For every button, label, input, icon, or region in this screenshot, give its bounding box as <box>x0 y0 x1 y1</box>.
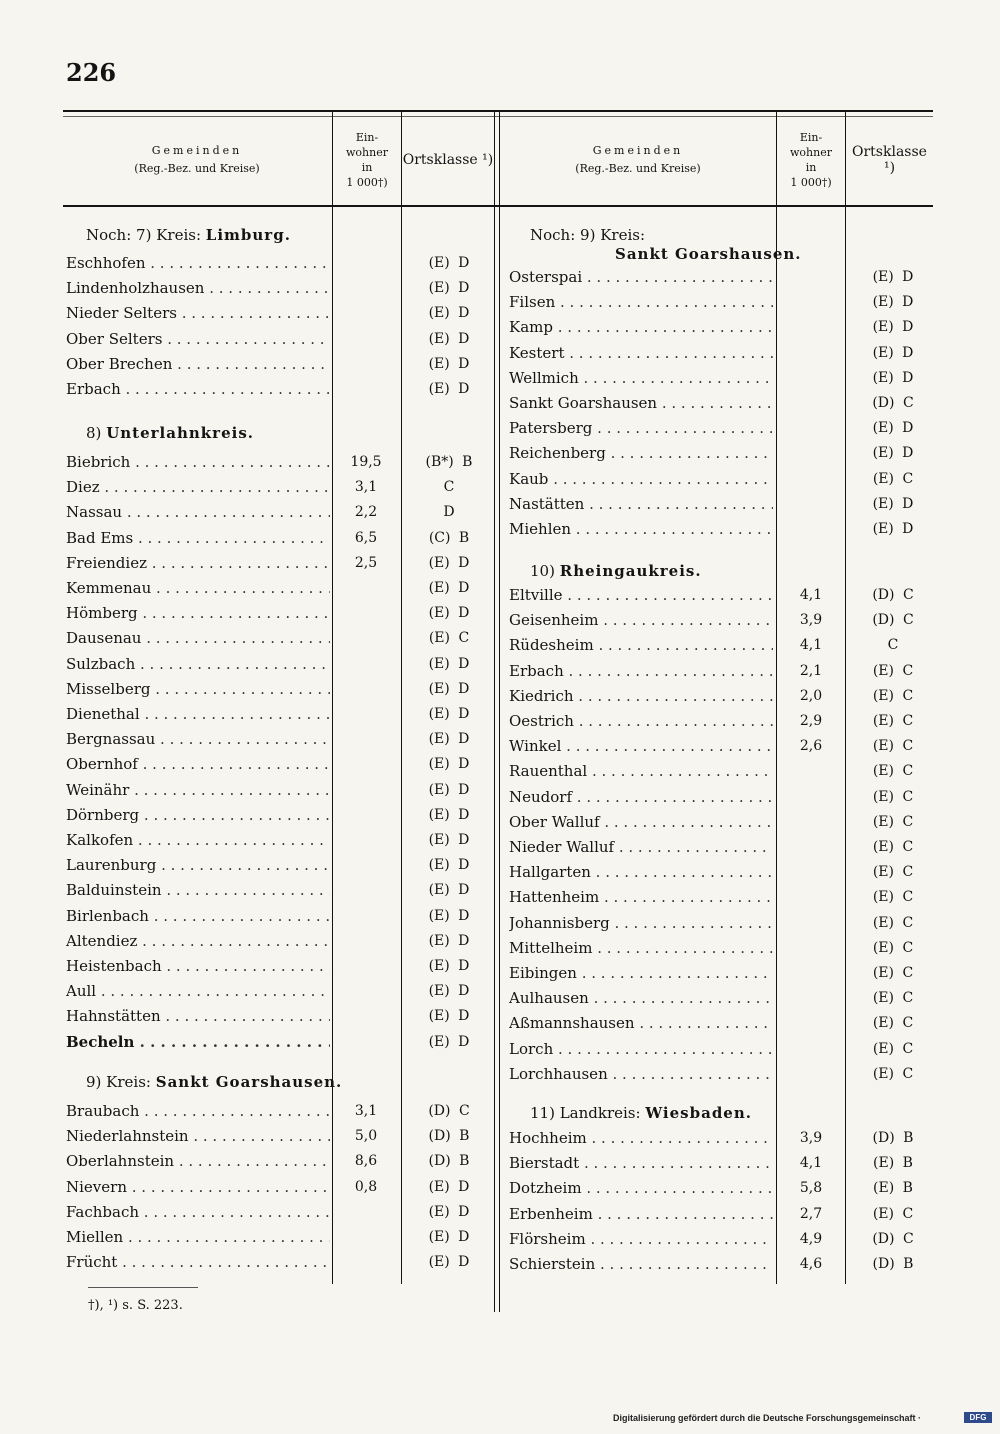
table-row <box>66 1175 494 1200</box>
municipality-name: Winkel . . . <box>509 734 773 759</box>
population-value: 3,9 <box>799 612 823 629</box>
ortsklasse-value: (E) D <box>872 344 914 361</box>
ortsklasse-value: (E) C <box>872 738 914 755</box>
left-header-ortsklasse: Ortsklasse ¹) <box>402 152 494 168</box>
ortsklasse-value: (E) C <box>872 1015 914 1032</box>
municipality-name: Hattenheim . . . <box>509 885 773 910</box>
table-row <box>66 828 494 853</box>
ortsklasse-value: (E) C <box>872 990 914 1007</box>
municipality-name: Dausenau . . . <box>66 626 330 651</box>
municipality-name: Hahnstätten . . . <box>66 1004 330 1029</box>
population-value: 4,9 <box>799 1230 823 1247</box>
population-value: 2,6 <box>799 738 823 755</box>
municipality-name: Weinähr . . . <box>66 778 330 803</box>
population-value: 3,1 <box>354 1103 378 1119</box>
table-row <box>66 626 494 651</box>
municipality-name: Erbach . . . <box>66 377 330 402</box>
ortsklasse-value: (D) B <box>872 1256 914 1272</box>
table-row <box>66 1225 494 1250</box>
ortsklasse-value: (E) D <box>428 580 470 596</box>
municipality-name: Schierstein . . . <box>509 1252 773 1277</box>
table-row <box>509 785 938 810</box>
municipality-name: Wellmich . . . <box>509 366 773 391</box>
population-value: 3,9 <box>799 1130 823 1146</box>
municipality-name: Nieder Walluf . . . <box>509 835 773 860</box>
ortsklasse-value: (E) D <box>872 294 914 311</box>
footnote-rule <box>88 1287 198 1288</box>
section-title: Wiesbaden. <box>645 1104 752 1122</box>
municipality-name: Rüdesheim . . . <box>509 633 773 658</box>
center-divider-b <box>499 112 500 1312</box>
municipality-name: Eschhofen . . . <box>66 251 330 276</box>
municipality-name: Laurenburg . . . <box>66 853 330 878</box>
ortsklasse-value: (E) D <box>872 369 914 386</box>
municipality-name: Hochheim . . . <box>509 1126 773 1151</box>
section-prefix: 9) Kreis: <box>86 1073 151 1091</box>
table-row <box>66 327 494 352</box>
population-value: 2,0 <box>799 687 823 704</box>
municipality-name: Lorch . . . <box>509 1037 773 1062</box>
ortsklasse-value: (E) D <box>428 355 470 372</box>
ortsklasse-value: (E) D <box>428 680 470 697</box>
municipality-name: Kestert . . . <box>509 341 773 366</box>
municipality-name: Biebrich . . . <box>66 450 330 475</box>
ortsklasse-value: (E) C <box>872 889 914 906</box>
ortsklasse-value: (E) B <box>873 1180 913 1197</box>
ortsklasse-value: (D) C <box>872 612 914 629</box>
ortsklasse-value: (D) B <box>428 1153 470 1170</box>
table-row <box>509 1062 938 1087</box>
municipality-name: Bad Ems . . . <box>66 526 330 551</box>
municipality-name: Hallgarten . . . <box>509 860 773 885</box>
ortsklasse-value: (E) D <box>428 1229 470 1245</box>
ortsklasse-value: (E) D <box>428 857 470 874</box>
header-rule <box>63 205 933 207</box>
municipality-name: Nievern . . . <box>66 1175 330 1200</box>
section-title: Limburg. <box>205 226 291 244</box>
municipality-name: Geisenheim . . . <box>509 608 773 633</box>
municipality-name: Johannisberg . . . <box>509 911 773 936</box>
municipality-name: Miehlen . . . <box>509 517 773 542</box>
section-heading-noch-kreis: Noch: 9) Kreis: <box>530 226 646 244</box>
municipality-name: Balduinstein . . . <box>66 878 330 903</box>
municipality-name: Kiedrich . . . <box>509 684 773 709</box>
municipality-name: Aßmannshausen . . . <box>509 1011 773 1036</box>
ortsklasse-value: (E) D <box>428 983 470 1000</box>
ortsklasse-value: (E) D <box>428 255 470 271</box>
municipality-name: Ober Brechen . . . <box>66 352 330 377</box>
population-value: 4,1 <box>799 587 823 603</box>
table-row <box>66 1250 494 1275</box>
table-row <box>509 911 938 936</box>
section-prefix: Noch: 7) Kreis: <box>86 226 202 244</box>
ortsklasse-value: (E) C <box>872 1205 914 1222</box>
municipality-name: Erbach . . . <box>509 659 773 684</box>
municipality-name: Fachbach . . . <box>66 1200 330 1225</box>
population-value: 6,5 <box>354 529 378 546</box>
table-row <box>66 1099 494 1124</box>
table-row <box>509 1202 938 1227</box>
ortsklasse-value: (E) D <box>428 305 470 322</box>
table-row <box>66 301 494 326</box>
table-row <box>509 633 938 658</box>
table-row <box>66 352 494 377</box>
ortsklasse-value: (E) C <box>428 630 470 647</box>
ortsklasse-value: D <box>443 504 455 521</box>
table-row <box>509 290 938 315</box>
table-row <box>66 377 494 402</box>
table-row <box>509 517 938 542</box>
ortsklasse-value: (E) C <box>872 763 914 780</box>
municipality-name: Braubach . . . <box>66 1099 330 1124</box>
table-row <box>66 251 494 276</box>
municipality-name: Erbenheim . . . <box>509 1202 773 1227</box>
table-row <box>66 276 494 301</box>
right-header-einwohner <box>777 116 845 204</box>
left-ein-line1: Ein- <box>355 131 379 144</box>
table-row <box>66 576 494 601</box>
table-row <box>509 391 938 416</box>
table-row <box>509 608 938 633</box>
population-value: 0,8 <box>354 1178 378 1195</box>
table-row <box>509 986 938 1011</box>
ortsklasse-value: C <box>443 479 455 496</box>
population-value: 2,7 <box>799 1205 823 1222</box>
population-value: 8,6 <box>354 1153 378 1170</box>
ortsklasse-value: (D) C <box>872 587 914 603</box>
page-number: 226 <box>66 58 117 87</box>
left-ein-line2: wohner <box>346 146 388 159</box>
municipality-name: Becheln . . . <box>66 1030 330 1055</box>
table-row <box>66 878 494 903</box>
table-row <box>66 904 494 929</box>
ortsklasse-value: (E) C <box>872 965 914 981</box>
population-value: 2,2 <box>354 504 378 521</box>
population-value: 19,5 <box>350 454 382 470</box>
population-value: 2,5 <box>354 554 378 571</box>
municipality-name: Flörsheim . . . <box>509 1227 773 1252</box>
municipality-name: Obernhof . . . <box>66 752 330 777</box>
municipality-name: Dotzheim . . . <box>509 1176 773 1201</box>
section-title: Sankt Goarshausen. <box>155 1073 343 1091</box>
municipality-name: Ober Walluf . . . <box>509 810 773 835</box>
ortsklasse-value: (D) C <box>872 1230 914 1247</box>
table-row <box>509 885 938 910</box>
table-row <box>66 727 494 752</box>
section-heading-limburg <box>86 226 291 244</box>
right-ein-line1: Ein- <box>799 131 823 144</box>
table-row <box>509 961 938 986</box>
municipality-name: Aull . . . <box>66 979 330 1004</box>
population-value: 4,1 <box>799 1155 823 1172</box>
table-row <box>509 835 938 860</box>
municipality-name: Kemmenau . . . <box>66 576 330 601</box>
ortsklasse-value: (E) D <box>428 1254 470 1271</box>
municipality-name: Filsen . . . <box>509 290 773 315</box>
ortsklasse-value: (E) D <box>428 832 470 848</box>
section-heading-rheingaukreis <box>530 562 702 580</box>
ortsklasse-value: (D) C <box>872 395 914 411</box>
ortsklasse-value: (E) D <box>428 655 470 672</box>
section-heading-unterlahnkreis <box>86 424 254 442</box>
top-rule <box>63 110 933 112</box>
right-ein-line2: wohner <box>790 146 832 159</box>
ortsklasse-value: (E) C <box>872 1040 914 1057</box>
municipality-name: Lorchhausen . . . <box>509 1062 773 1087</box>
ortsklasse-value: (E) C <box>872 839 914 855</box>
table-row <box>66 500 494 525</box>
municipality-name: Nassau . . . <box>66 500 330 525</box>
table-row <box>509 734 938 759</box>
dfg-logo: DFG <box>964 1412 992 1423</box>
left-ein-line3: in <box>361 161 373 174</box>
table-row <box>66 551 494 576</box>
ortsklasse-value: (E) C <box>872 713 914 729</box>
table-row <box>66 1200 494 1225</box>
municipality-name: Oestrich . . . <box>509 709 773 734</box>
ortsklasse-value: (E) C <box>872 470 914 487</box>
municipality-name: Altendiez . . . <box>66 929 330 954</box>
municipality-name: Birlenbach . . . <box>66 904 330 929</box>
ortsklasse-value: (E) D <box>428 907 470 924</box>
table-row <box>509 366 938 391</box>
center-divider-a <box>494 112 495 1312</box>
ortsklasse-value: (D) B <box>872 1130 914 1146</box>
ortsklasse-value: (E) C <box>872 864 914 881</box>
table-row <box>509 709 938 734</box>
section-prefix: 10) <box>530 562 555 580</box>
municipality-name: Ober Selters . . . <box>66 327 330 352</box>
population-value: 2,1 <box>799 662 823 679</box>
ortsklasse-value: (E) D <box>428 280 470 297</box>
ortsklasse-value: (E) D <box>428 806 470 823</box>
ortsklasse-value: (E) D <box>428 932 470 949</box>
population-value: 5,8 <box>799 1180 823 1197</box>
right-header-subtitle: (Reg.-Bez. und Kreise) <box>575 162 701 175</box>
section-heading-wiesbaden <box>530 1104 752 1122</box>
municipality-name: Nastätten . . . <box>509 492 773 517</box>
table-row <box>509 341 938 366</box>
table-row <box>509 1176 938 1201</box>
ortsklasse-value: (E) C <box>872 914 914 931</box>
table-row <box>509 659 938 684</box>
table-row <box>66 954 494 979</box>
right-header-title: Gemeinden <box>592 144 684 157</box>
table-row <box>66 475 494 500</box>
municipality-name: Osterspai . . . <box>509 265 773 290</box>
table-row <box>509 1126 938 1151</box>
table-row <box>509 315 938 340</box>
municipality-name: Mittelheim . . . <box>509 936 773 961</box>
municipality-name: Hömberg . . . <box>66 601 330 626</box>
ortsklasse-value: (E) D <box>428 554 470 571</box>
municipality-name: Eltville . . . <box>509 583 773 608</box>
municipality-name: Nieder Selters . . . <box>66 301 330 326</box>
section-prefix: 8) <box>86 424 102 442</box>
ortsklasse-value: (E) C <box>872 788 914 805</box>
table-row <box>66 853 494 878</box>
municipality-name: Dienethal . . . <box>66 702 330 727</box>
digitization-credit: Digitalisierung gefördert durch die Deutsche Forschungsgemeinschaft · <box>613 1413 922 1423</box>
section-heading-sankt-goarshausen <box>86 1073 342 1091</box>
municipality-name: Rauenthal . . . <box>509 759 773 784</box>
ortsklasse-value: (E) D <box>428 1203 470 1220</box>
section-prefix: 11) Landkreis: <box>530 1104 641 1122</box>
ortsklasse-value: (E) D <box>872 495 914 512</box>
municipality-name: Kamp . . . <box>509 315 773 340</box>
ortsklasse-value: (C) B <box>428 529 470 546</box>
table-row <box>66 450 494 475</box>
table-row <box>509 860 938 885</box>
population-value: 3,1 <box>354 479 378 496</box>
ortsklasse-value: (E) D <box>872 319 914 336</box>
table-row <box>66 803 494 828</box>
ortsklasse-value: (E) C <box>872 687 914 704</box>
table-row <box>509 265 938 290</box>
table-row <box>66 979 494 1004</box>
table-row <box>509 492 938 517</box>
table-row <box>66 526 494 551</box>
municipality-name: Kalkofen . . . <box>66 828 330 853</box>
table-row <box>509 583 938 608</box>
ortsklasse-value: (D) B <box>428 1128 470 1145</box>
left-header-gemeinden <box>63 116 331 204</box>
right-header-ortsklasse: Ortsklasse ¹) <box>852 144 927 176</box>
table-row <box>509 1037 938 1062</box>
table-row <box>509 1011 938 1036</box>
population-value: 4,1 <box>799 637 823 654</box>
section-title: Sankt Goarshausen. <box>615 245 802 263</box>
table-row <box>509 759 938 784</box>
municipality-name: Patersberg . . . <box>509 416 773 441</box>
municipality-name: Frücht . . . <box>66 1250 330 1275</box>
table-row <box>509 1151 938 1176</box>
ortsklasse-value: (E) D <box>428 731 470 748</box>
ortsklasse-value: (E) D <box>872 445 914 462</box>
table-row <box>66 752 494 777</box>
ortsklasse-value: (E) D <box>428 781 470 798</box>
table-row <box>509 1227 938 1252</box>
municipality-name: Diez . . . <box>66 475 330 500</box>
table-row <box>66 1004 494 1029</box>
table-row <box>509 936 938 961</box>
ortsklasse-value: (E) D <box>428 605 470 622</box>
ortsklasse-value: C <box>887 637 899 654</box>
ortsklasse-value: (E) D <box>872 420 914 437</box>
ortsklasse-value: (E) D <box>428 1178 470 1195</box>
population-value: 4,6 <box>799 1256 823 1272</box>
municipality-name: Reichenberg . . . <box>509 441 773 466</box>
municipality-name: Freiendiez . . . <box>66 551 330 576</box>
table-row <box>66 929 494 954</box>
ortsklasse-value: (E) D <box>428 958 470 974</box>
ortsklasse-value: (E) B <box>873 1155 913 1172</box>
section-heading-sankt-goarshausen-cont <box>615 245 802 263</box>
left-ein-line4: 1 000†) <box>346 176 388 189</box>
municipality-name: Sulzbach . . . <box>66 652 330 677</box>
ortsklasse-value: (E) C <box>872 813 914 830</box>
ortsklasse-value: (E) D <box>428 381 470 397</box>
table-row <box>66 1030 494 1055</box>
table-row <box>66 778 494 803</box>
municipality-name: Bierstadt . . . <box>509 1151 773 1176</box>
table-row <box>66 1149 494 1174</box>
municipality-name: Aulhausen . . . <box>509 986 773 1011</box>
municipality-name: Lindenholzhausen . . . <box>66 276 330 301</box>
table-row <box>66 601 494 626</box>
ortsklasse-value: (E) D <box>428 706 470 722</box>
table-row <box>509 1252 938 1277</box>
municipality-name: Oberlahnstein . . . <box>66 1149 330 1174</box>
left-header-einwohner <box>333 116 401 204</box>
population-value: 2,9 <box>799 713 823 729</box>
ortsklasse-value: (E) D <box>428 1008 470 1025</box>
municipality-name: Bergnassau . . . <box>66 727 330 752</box>
municipality-name: Neudorf . . . <box>509 785 773 810</box>
municipality-name: Miellen . . . <box>66 1225 330 1250</box>
table-row <box>66 677 494 702</box>
table-row <box>509 416 938 441</box>
municipality-name: Heistenbach . . . <box>66 954 330 979</box>
municipality-name: Eibingen . . . <box>509 961 773 986</box>
ortsklasse-value: (E) C <box>872 939 914 956</box>
ortsklasse-value: (E) D <box>428 882 470 899</box>
ortsklasse-value: (E) D <box>428 330 470 347</box>
municipality-name: Sankt Goarshausen . . . <box>509 391 773 416</box>
table-row <box>509 684 938 709</box>
right-header-gemeinden <box>500 116 776 204</box>
ortsklasse-value: (E) D <box>872 269 914 285</box>
population-value: 5,0 <box>354 1128 378 1145</box>
section-title: Unterlahnkreis. <box>106 424 254 442</box>
table-row <box>66 1124 494 1149</box>
municipality-name: Niederlahnstein . . . <box>66 1124 330 1149</box>
right-ein-line3: in <box>805 161 817 174</box>
ortsklasse-value: (E) C <box>872 662 914 679</box>
municipality-name: Misselberg . . . <box>66 677 330 702</box>
ortsklasse-value: (E) C <box>872 1065 914 1082</box>
ortsklasse-value: (D) C <box>428 1103 470 1119</box>
footnote: †), ¹) s. S. 223. <box>88 1298 183 1313</box>
table-row <box>509 441 938 466</box>
table-row <box>66 652 494 677</box>
table-row <box>66 702 494 727</box>
municipality-name: Kaub . . . <box>509 467 773 492</box>
ortsklasse-value: (E) D <box>428 756 470 773</box>
section-title: Rheingaukreis. <box>559 562 702 580</box>
table-row <box>509 467 938 492</box>
ortsklasse-value: (E) D <box>428 1033 470 1050</box>
left-header-subtitle: (Reg.-Bez. und Kreise) <box>134 162 260 175</box>
ortsklasse-value: (E) D <box>872 521 914 537</box>
municipality-name: Dörnberg . . . <box>66 803 330 828</box>
table-row <box>509 810 938 835</box>
left-header-title: Gemeinden <box>151 144 243 157</box>
ortsklasse-value: (B*) B <box>425 454 473 470</box>
right-ein-line4: 1 000†) <box>790 176 832 189</box>
